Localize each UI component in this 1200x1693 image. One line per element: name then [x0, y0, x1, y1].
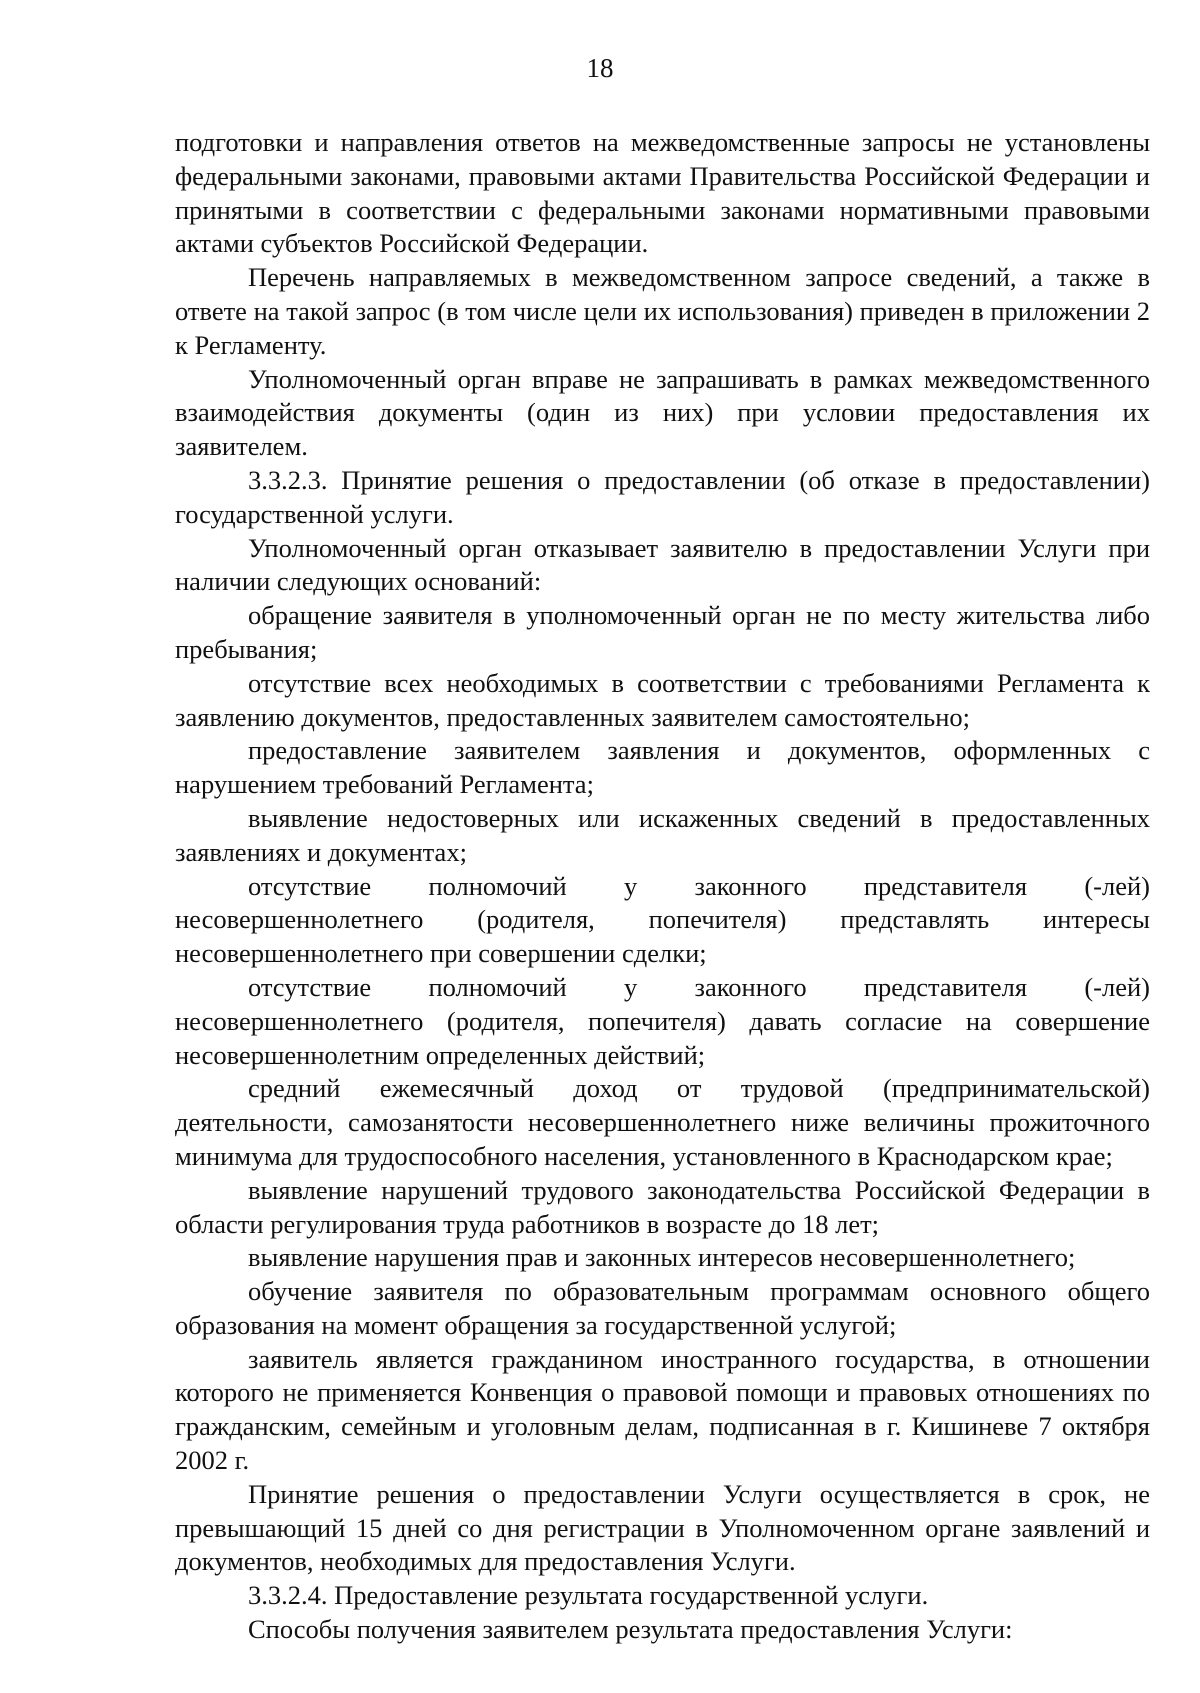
list-item: обучение заявителя по образовательным программам основного общего образования на момент обращения за государственной услугой; [175, 1276, 1150, 1340]
page-number: 18 [586, 53, 614, 83]
document-body [175, 126, 1150, 1647]
list-item: заявитель является гражданином иностранного государства, в отношении которого не применяется Конвенция о правовой помощи и правовых отношениях по гражданским, семейным и уголовным делам, подписанная в г. Кишиневе 7 октября 2002 г. [175, 1343, 1150, 1476]
paragraph: Способы получения заявителем результата предоставления Услуги: [248, 1614, 1013, 1645]
list-item: отсутствие всех необходимых в соответствии с требованиями Регламента к заявлению документов, предоставленных заявителем самостоятельно; [175, 667, 1150, 732]
paragraph: подготовки и направления ответов на межведомственные запросы не установлены федеральными законами, правовыми актами Правительства Российской Федерации и принятыми в соответствии с федеральными законами нормативными правовыми актами субъектов Российской Федерации. [175, 127, 1150, 259]
paragraph: Уполномоченный орган вправе не запрашивать в рамках межведомственного взаимодействия документы (один из них) при условии предоставления их заявителем. [175, 363, 1150, 462]
list-item: средний ежемесячный доход от трудовой (предпринимательской) деятельности, самозанятости несовершеннолетнего ниже величины прожиточного минимума для трудоспособного населения, установленного в Краснодарском крае; [175, 1073, 1150, 1171]
list-item: обращение заявителя в уполномоченный орган не по месту жительства либо пребывания; [175, 600, 1150, 664]
list-item: предоставление заявителем заявления и документов, оформленных с нарушением требований Регламента; [175, 735, 1150, 800]
paragraph: Перечень направляемых в межведомственном запросе сведений, а также в ответе на такой запрос (в том числе цели их использования) приведен в приложении 2 к Регламенту. [175, 262, 1150, 360]
list-item: отсутствие полномочий у законного представителя (-лей) несовершеннолетнего (родителя, попечителя) давать согласие на совершение несовершеннолетним определенных действий; [175, 971, 1150, 1070]
section-heading: 3.3.2.3. Принятие решения о предоставлении (об отказе в предоставлении) государственной услуги. [175, 464, 1150, 529]
list-item: выявление нарушений трудового законодательства Российской Федерации в области регулирования труда работников в возрасте до 18 лет; [175, 1174, 1150, 1239]
list-item: отсутствие полномочий у законного представителя (-лей) несовершеннолетнего (родителя, попечителя) представлять интересы несовершеннолетнего при совершении сделки; [175, 870, 1150, 969]
paragraph: Уполномоченный орган отказывает заявителю в предоставлении Услуги при наличии следующих оснований: [175, 532, 1150, 597]
paragraph: Принятие решения о предоставлении Услуги осуществляется в срок, не превышающий 15 дней со дня регистрации в Уполномоченном органе заявлений и документов, необходимых для предоставления Услуги. [175, 1478, 1150, 1577]
list-item: выявление недостоверных или искаженных сведений в предоставленных заявлениях и документах; [175, 802, 1150, 867]
section-heading: 3.3.2.4. Предоставление результата государственной услуги. [248, 1580, 929, 1611]
list-item: выявление нарушения прав и законных интересов несовершеннолетнего; [248, 1242, 1076, 1273]
